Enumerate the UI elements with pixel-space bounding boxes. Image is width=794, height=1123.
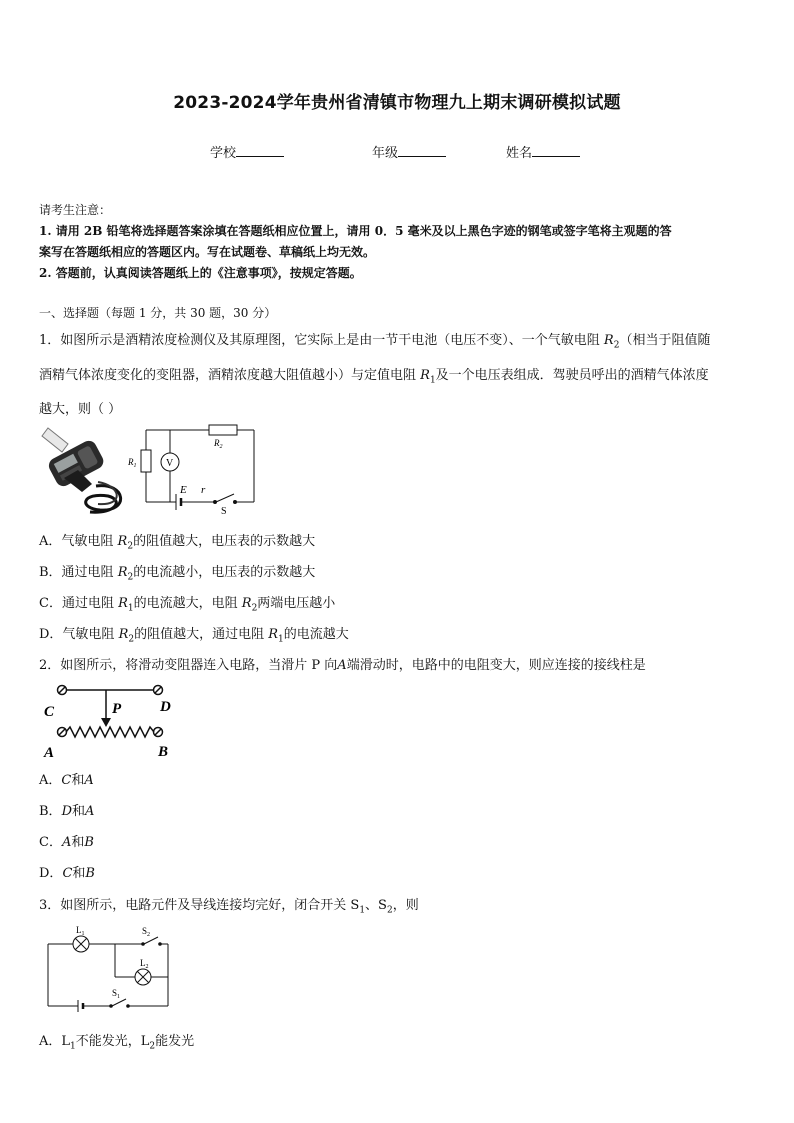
q1-circuit-diagram [124,420,264,520]
q1-option-d: D．气敏电阻 $R_2$的阻值越大，通过电阻 $R_1$的电流越大 [39,627,349,645]
terminal-d-label: D [160,699,171,715]
name-label: 姓名 [506,146,533,161]
terminal-c-label: C [44,704,55,720]
notes-item-1-line-1: 1. 请用 2B 铅笔将选择题答案涂填在答题纸相应位置上，请用 0．5 毫米及以上黑色字迹的钢笔或签字笔将主观题的答 [39,224,672,238]
voltmeter-label: V [166,458,174,469]
name-field [506,142,580,161]
school-field [210,142,284,161]
grade-label: 年级 [372,146,399,161]
q1-option-b: B．通过电阻 $R_2$的电流越小，电压表的示数越大 [39,565,316,583]
notes-item-1-line-2: 案写在答题纸相应的答题区内。写在试题卷、草稿纸上均无效。 [39,245,376,259]
switch-s2 [144,937,158,944]
grade-blank [398,144,446,157]
q3-option-a: A．$L_1$不能发光，$L_2$能发光 [39,1034,195,1052]
name-blank [532,144,580,157]
terminal-a-label: A [44,745,55,760]
q1-line-1: 1．如图所示是酒精浓度检测仪及其原理图，它实际上是由一节干电池（电压不变）、一个气敏电阻 $R_2$（相当于阻值随 [39,333,711,351]
question-2-stem: 2．如图所示，将滑动变阻器连入电路，当滑片 P 向A端滑动时，电路中的电阻变大，则应连接的接线柱是 [39,658,646,673]
switch-s2-label: $S_2$ [142,926,151,938]
rheostat-diagram [40,680,180,760]
grade-field [372,142,446,161]
r2-label: $R_2$ [214,438,223,450]
switch-s1-label: $S_1$ [112,988,121,1000]
notes-block [39,200,759,284]
q1-line-2: 酒精气体浓度变化的变阻器，酒精浓度越大阻值越小）与定值电阻 $R_1$及一个电压表组成．驾驶员呼出的酒精气体浓度 [39,367,709,386]
q2-option-a: A．C和A [39,773,94,788]
emf-label: E [180,484,187,496]
question-3-stem: 3．如图所示，电路元件及导线连接均完好，闭合开关 $S_1$、$S_2$，则 [39,898,419,916]
r2-resistor [209,425,237,435]
q1-line-3: 越大，则（ ） [39,402,122,418]
notes-heading: 请考生注意： [39,203,112,217]
r1-label: $R_1$ [128,457,137,469]
school-blank [236,144,284,157]
switch-s1 [112,999,126,1006]
switch-label: S [221,506,227,517]
lamp-l2-label: $L_2$ [140,958,149,970]
terminal-b-label: B [158,744,169,760]
slider-p-label: P [112,701,122,717]
notes-item-2: 2. 答题前，认真阅读答题纸上的《注意事项》，按规定答题。 [39,266,362,280]
r1-resistor [141,450,151,472]
q2-option-b: B．D和A [39,804,95,819]
lamp-l1-label: $L_1$ [76,925,85,937]
q1-option-a: A．气敏电阻 $R_2$的阻值越大，电压表的示数越大 [39,534,316,552]
school-label: 学校 [210,146,237,161]
breathalyzer-image [38,422,130,514]
internal-resistance-label: r [201,484,206,496]
q2-option-c: C．A和B [39,835,94,850]
q1-option-c: C．通过电阻 $R_1$的电流越大，电阻 $R_2$两端电压越小 [39,596,336,614]
page-title: 2023-2024学年贵州省清镇市物理九上期末调研模拟试题 [173,93,621,113]
switch-s [216,494,234,502]
question-1-stem [39,326,764,425]
q2-option-d: D．C和B [39,866,95,881]
q3-circuit-diagram [40,922,180,1016]
section-heading: 一、选择题（每题 1 分，共 30 题，30 分） [39,306,277,320]
